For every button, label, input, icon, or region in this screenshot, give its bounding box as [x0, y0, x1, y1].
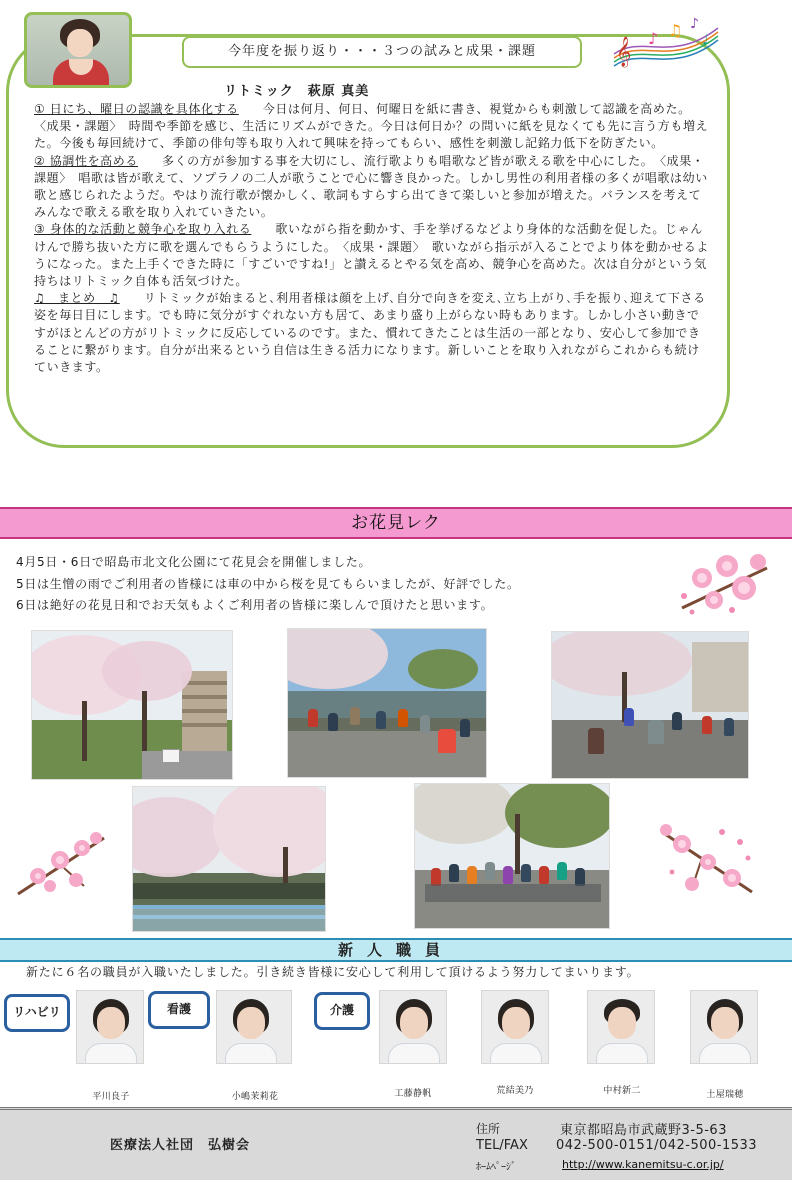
section-heading: ♫ まとめ ♫ [34, 291, 120, 306]
hanami-photo-street [31, 630, 233, 780]
hanami-line: 5日は生憎の雨でご利用者の皆様には車の中から桜を見てもらいましたが、好評でした。 [16, 576, 520, 591]
staff-section-header: 新人職員 [0, 938, 792, 962]
section-body: 歌いながら指を動かす、手を挙げるなどより身体的な活動を促した。じゃんけんで勝ち抜いた方に歌を選んでもらうようにした。 〈成果・課題〉 歌いながら指示が入ることでより体を動かせるようになった。また上手くできた時に「すごいですね!」と讃えるとやる気を高め、競争心を高めた。次は自分がという気持ちはリトミック自体も活気づけた。 [34, 222, 710, 289]
svg-text:𝄞: 𝄞 [616, 37, 632, 67]
section-heading: ② 協調性を高める [34, 153, 138, 168]
svg-text:♫: ♫ [668, 21, 683, 40]
cherry-blossom-icon [652, 812, 760, 900]
hanami-line: 4月5日・6日で昭島市北文化公園にて花見会を開催しました。 [16, 555, 372, 569]
cherry-blossom-icon [14, 824, 108, 900]
homepage-label: ﾎｰﾑﾍﾟｰｼﾞ [476, 1162, 516, 1173]
address-label: 住所 [476, 1122, 501, 1136]
rhythm-report-text [34, 101, 710, 376]
tel-value: 042-500-0151/042-500-1533 [556, 1138, 758, 1153]
organization-name: 医療法人社団 弘樹会 [110, 1138, 251, 1153]
staff-photo [76, 990, 144, 1064]
section-heading: ① 日にち、曜日の認識を具体化する [34, 102, 239, 116]
hanami-photo-group-3 [414, 783, 610, 929]
staff-photo [216, 990, 292, 1064]
rhythm-author: リトミック 萩原 真美 [224, 84, 370, 99]
section-body: 多くの方が参加する事を大切にし、流行歌よりも唱歌など皆が歌える歌を中心にした。 〈成果・課題〉 唱歌は皆が歌えて、ソプラノの二人が歌うことで心に響き良かった。しかし男性の利用者様の多くが唱歌は幼い歌と感じられたようだ。やはり流行歌が懐かしく、歌詞もすらすら出てきて楽しいと参加が増えた。バランスを考えてみんなで歌える歌を取り入れていきたい。 [34, 153, 708, 220]
staff-photo [587, 990, 655, 1064]
homepage-link[interactable]: http://www.kanemitsu-c.or.jp/ [562, 1158, 724, 1171]
section-body: リトミックが始まると､利用者様は顔を上げ､自分で向きを変え､立ち上がり､手を振り､迎えて下さる姿を毎日目にします。でも時に気分がすぐれない方も居て、あまり盛り上がらない時もあります。しかし小さい動きですがほとんどの方がリトミックに反応しているのです。また、慣れてきたことは生活の一部となり、安心して参加できることに繋がります。自分が出来るという自信は生きる活力になります。新しいことを取り入れながらこれからも続けていきます。 [34, 291, 706, 375]
staff-photo [481, 990, 549, 1064]
hanami-photo-river [132, 786, 326, 932]
address-value: 東京都昭島市武蔵野3-5-63 [560, 1123, 727, 1138]
teacher-photo [24, 12, 132, 88]
staff-name: 平川良子 [92, 1092, 130, 1102]
hanami-description [16, 552, 656, 617]
svg-text:♪: ♪ [648, 29, 659, 48]
staff-photo [690, 990, 758, 1064]
dept-tag-care: 介護 [314, 992, 370, 1030]
svg-text:♩: ♩ [702, 33, 709, 48]
music-notes-icon [612, 14, 720, 72]
staff-name: 荒結美乃 [496, 1086, 534, 1096]
hanami-photo-group-1 [287, 628, 487, 778]
tel-label: TEL/FAX [476, 1138, 528, 1153]
staff-photo [379, 990, 447, 1064]
section-body: 今日は何月、何日、何曜日を紙に書き、視覚からも刺激して認識を高めた。 〈成果・課題〉 時間や季節を感じ、生活にリズムができた。今日は何日か？の問いに紙を見なくても先に言う方も増えた。今後も毎回続けて、季節の俳句等も取り入れて興味を持ってもらい、感性を刺激し記銘力低下を防ぎたい。 [34, 102, 709, 151]
cherry-blossom-icon [672, 548, 772, 620]
staff-name: 中村新二 [603, 1086, 641, 1096]
dept-tag-rehab: リハビリ [4, 994, 70, 1032]
section-heading: ③ 身体的な活動と競争心を取り入れる [34, 222, 252, 237]
svg-text:♪: ♪ [690, 16, 699, 32]
staff-intro: 新たに６名の職員が入職いたしました。引き続き皆様に安心して利用して頂けるよう努力してまいります。 [26, 965, 640, 979]
footer [0, 1107, 792, 1180]
staff-name: 小嶋茉莉花 [231, 1092, 279, 1102]
hanami-line: 6日は絶好の花見日和でお天気もよくご利用者の皆様に楽しんで頂けたと思います。 [16, 598, 494, 612]
hanami-section-header: お花見レク [0, 507, 792, 539]
hanami-photo-group-2 [551, 631, 749, 779]
staff-name: 工藤静帆 [394, 1089, 432, 1099]
rhythm-title-banner: 今年度を振り返り・・・３つの試みと成果・課題 [182, 36, 582, 68]
staff-name: 土屋瑞穂 [706, 1090, 744, 1100]
dept-tag-nursing: 看護 [148, 991, 210, 1029]
